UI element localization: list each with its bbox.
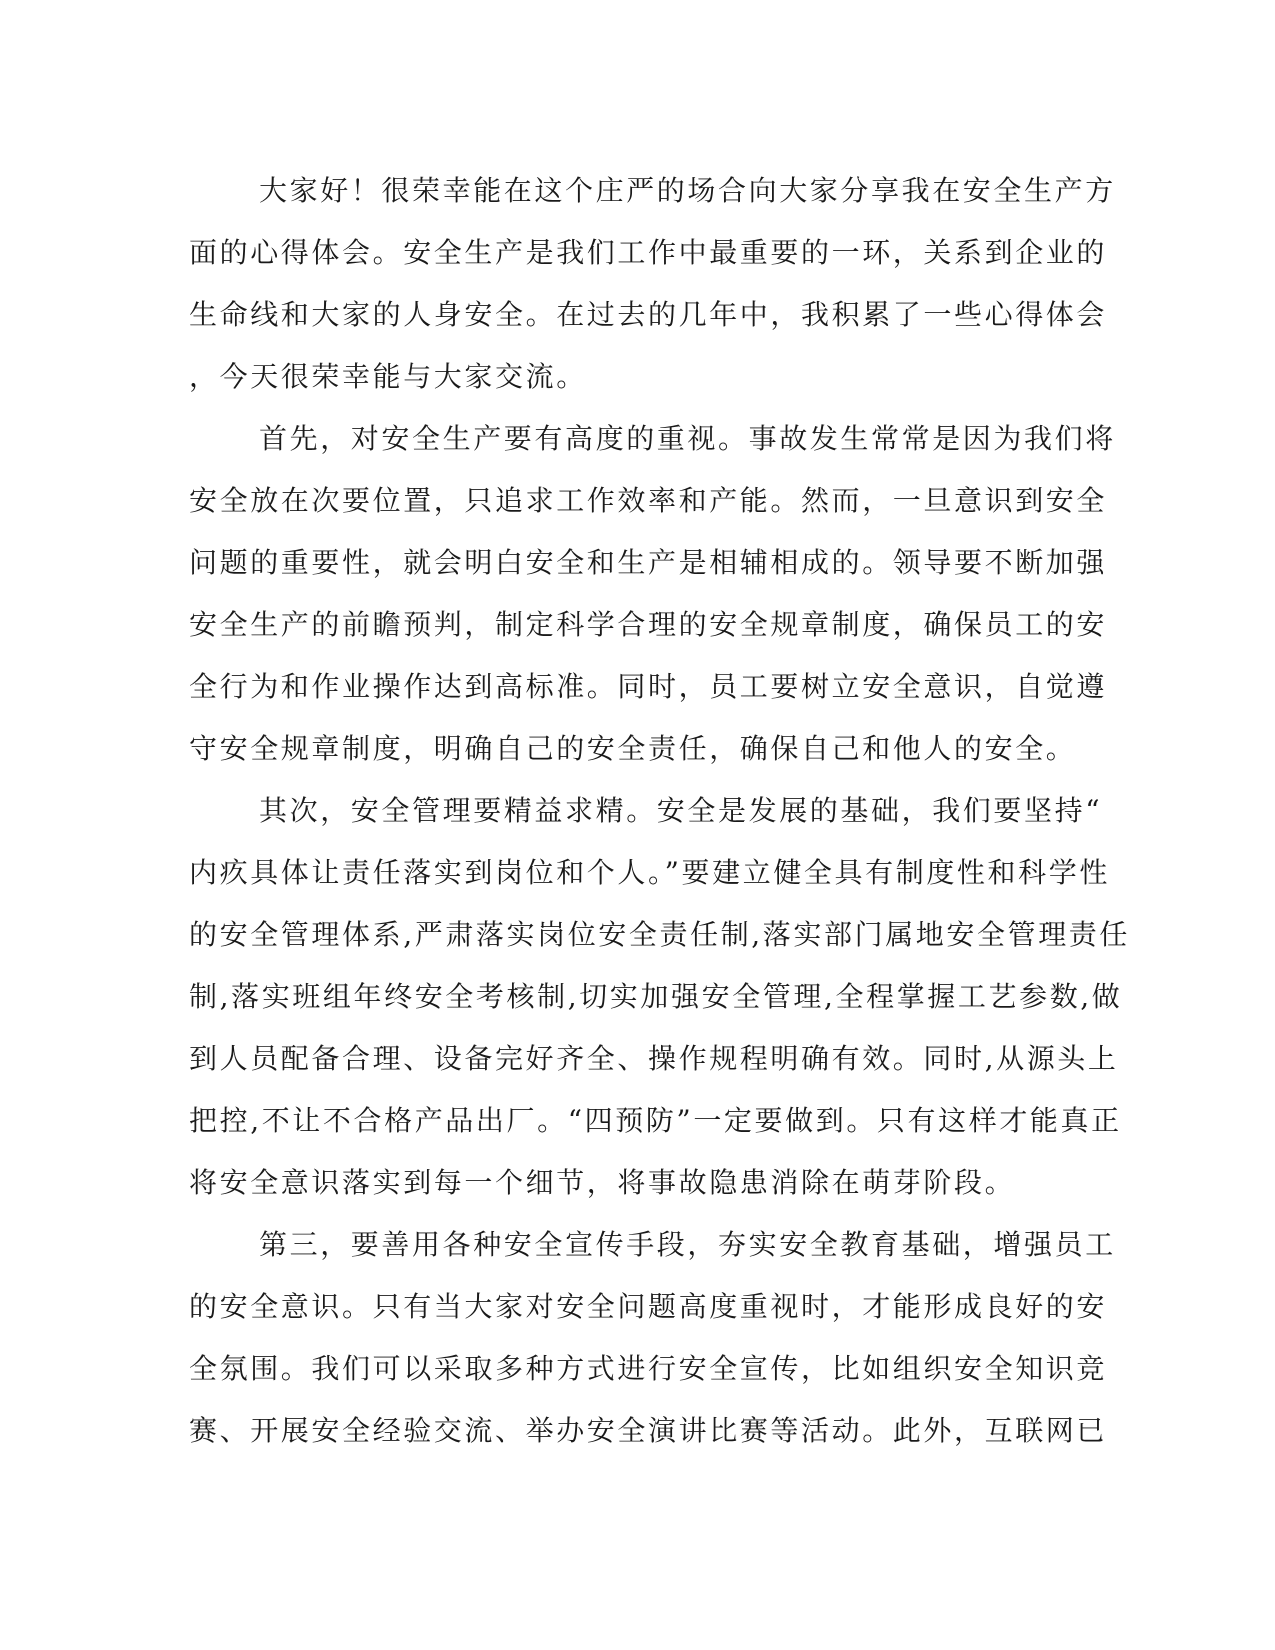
text-line: 大家好！很荣幸能在这个庄严的场合向大家分享我在安全生产方 [259, 174, 1116, 207]
text-line: 安全放在次要位置，只追求工作效率和产能。然而，一旦意识到安全 [189, 484, 1108, 517]
text-line: 到人员配备合理、设备完好齐全、操作规程明确有效。同时,从源头上 [189, 1042, 1119, 1075]
text-line: 内疚具体让责任落实到岗位和个人。”要建立健全具有制度性和科学性 [189, 856, 1110, 889]
document-body [189, 160, 1131, 1462]
text-line: 安全生产的前瞻预判，制定科学合理的安全规章制度，确保员工的安 [189, 608, 1108, 641]
text-line: 的安全管理体系,严肃落实岗位安全责任制,落实部门属地安全管理责任 [189, 918, 1131, 951]
text-line: 问题的重要性，就会明白安全和生产是相辅相成的。领导要不断加强 [189, 546, 1108, 579]
text-line: ，今天很荣幸能与大家交流。 [189, 360, 587, 393]
text-line: 把控,不让不合格产品出厂。“四预防”一定要做到。只有这样才能真正 [189, 1104, 1122, 1137]
text-line: 全氛围。我们可以采取多种方式进行安全宣传，比如组织安全知识竞 [189, 1352, 1108, 1385]
paragraph-second-point [189, 780, 1131, 1214]
text-line: 首先，对安全生产要有高度的重视。事故发生常常是因为我们将 [259, 422, 1116, 455]
text-line: 其次，安全管理要精益求精。安全是发展的基础，我们要坚持“ [259, 794, 1103, 827]
text-line: 赛、开展安全经验交流、举办安全演讲比赛等活动。此外，互联网已 [189, 1414, 1108, 1447]
text-line: 第三，要善用各种安全宣传手段，夯实安全教育基础，增强员工 [259, 1228, 1116, 1261]
paragraph-first-point [189, 408, 1116, 780]
text-line: 将安全意识落实到每一个细节，将事故隐患消除在萌芽阶段。 [189, 1166, 1016, 1199]
text-line: 守安全规章制度，明确自己的安全责任，确保自己和他人的安全。 [189, 732, 1077, 765]
paragraph-third-point [189, 1214, 1116, 1462]
text-line: 全行为和作业操作达到高标准。同时，员工要树立安全意识，自觉遵 [189, 670, 1108, 703]
text-line: 的安全意识。只有当大家对安全问题高度重视时，才能形成良好的安 [189, 1290, 1108, 1323]
paragraph-greeting [189, 160, 1116, 408]
text-line: 制,落实班组年终安全考核制,切实加强安全管理,全程掌握工艺参数,做 [189, 980, 1123, 1013]
text-line: 面的心得体会。安全生产是我们工作中最重要的一环，关系到企业的 [189, 236, 1108, 269]
text-line: 生命线和大家的人身安全。在过去的几年中，我积累了一些心得体会 [189, 298, 1108, 331]
